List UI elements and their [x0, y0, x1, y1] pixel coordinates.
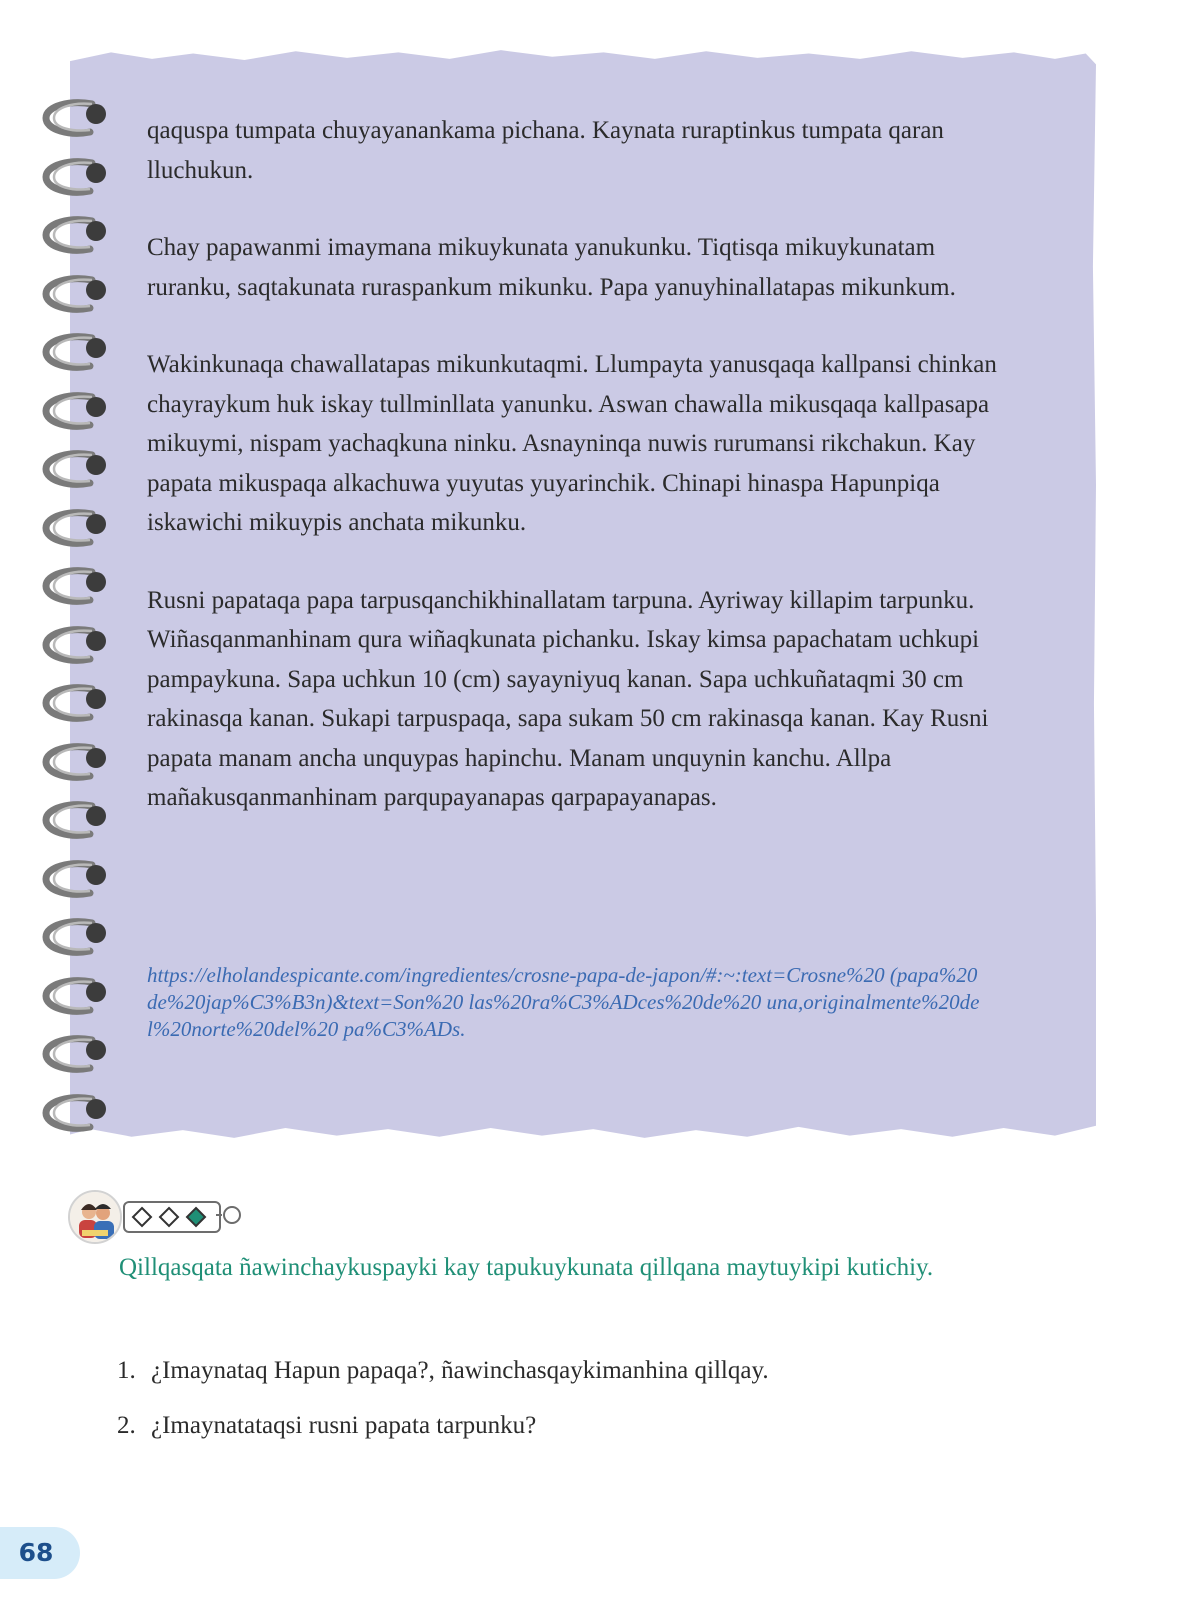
task-instruction: Qillqasqata ñawinchaykuspayki kay tapukuykunata qillqana maytuykipi kutichiy. [119, 1254, 934, 1281]
question-text: ¿Imaynataq Hapun papaqa?, ñawinchasqaykimanhina qillqay. [151, 1357, 769, 1384]
page-number: 68 [0, 1527, 80, 1579]
reading-text [147, 111, 997, 856]
source-link[interactable]: https://elholandespicante.com/ingredientes/crosne-papa-de-japon/#:~:text=Crosne%20 (papa%20de%20jap%C3%B3n)&text=Son%20 las%20ra%C3%ADces%20de%20 una,originalmente%20del%20norte%20del%20 pa%C3%ADs. [147, 963, 980, 1041]
list-item [117, 1408, 1017, 1463]
task-header [68, 1190, 248, 1242]
spiral-ring-icon [40, 974, 112, 1018]
paragraph: qaquspa tumpata chuyayanankama pichana. Kaynata ruraptinkus tumpata qaran lluchukun. [147, 117, 944, 184]
spiral-ring-icon [40, 857, 112, 901]
spiral-ring-icon [40, 213, 112, 257]
spiral-ring-icon [40, 1091, 112, 1135]
spiral-ring-icon [40, 740, 112, 784]
spiral-ring-icon [40, 155, 112, 199]
spiral-ring-icon [40, 389, 112, 433]
question-list [117, 1353, 1017, 1463]
question-number: 2. [117, 1412, 136, 1439]
spiral-ring-icon [40, 447, 112, 491]
question-text: ¿Imaynatataqsi rusni papata tarpunku? [151, 1412, 537, 1439]
spiral-ring-icon [40, 623, 112, 667]
paragraph: Chay papawanmi imaymana mikuykunata yanukunku. Tiqtisqa mikuykunatam ruranku, saqtakunata ruraspankum mikunku. Papa yanuyhinallatapas mikunkum. [147, 234, 956, 301]
spiral-ring-icon [40, 330, 112, 374]
spiral-ring-icon [40, 915, 112, 959]
spiral-ring-icon [40, 564, 112, 608]
spiral-ring-icon [40, 506, 112, 550]
spiral-ring-icon [40, 1032, 112, 1076]
difficulty-indicator [123, 1201, 221, 1233]
students-avatar-icon [68, 1190, 122, 1244]
tag-string-icon [216, 1204, 244, 1226]
spiral-ring-icon [40, 681, 112, 725]
spiral-ring-icon [40, 798, 112, 842]
difficulty-diamond-icon [133, 1208, 151, 1226]
difficulty-diamond-icon [160, 1208, 178, 1226]
list-item [117, 1353, 1017, 1408]
paragraph: Wakinkunaqa chawallatapas mikunkutaqmi. Llumpayta yanusqaqa kallpansi chinkan chayraykum huk iskay tullminllata yanunku. Aswan chawalla mikusqaqa kallpasapa mikuymi, nispam yachaqkuna ninku. Asnayninqa nuwis rurumansi rikchakun. Kay papata mikuspaqa alkachuwa yuyutas yuyarinchik. Chinapi hinaspa Hapunpiqa iskawichi mikuypis anchata mikunku. [147, 351, 997, 536]
spiral-ring-icon [40, 272, 112, 316]
question-number: 1. [117, 1357, 136, 1384]
paragraph: Rusni papataqa papa tarpusqanchikhinallatam tarpuna. Ayriway killapim tarpunku. Wiñasqanmanhinam qura wiñaqkunata pichanku. Iskay kimsa papachatam uchkupi pampaykuna. Sapa uchkun 10 (cm) sayayniyuq kanan. Sapa uchkuñataqmi 30 cm rakinasqa kanan. Sukapi tarpuspaqa, sapa sukam 50 cm rakinasqa kanan. Kay Rusni papata manam ancha unquypas hapinchu. Manam unquynin kanchu. Allpa mañakusqanmanhinam parqupayanapas qarpapayanapas. [147, 586, 989, 811]
spiral-ring-icon [40, 96, 112, 140]
difficulty-diamond-icon [187, 1208, 205, 1226]
